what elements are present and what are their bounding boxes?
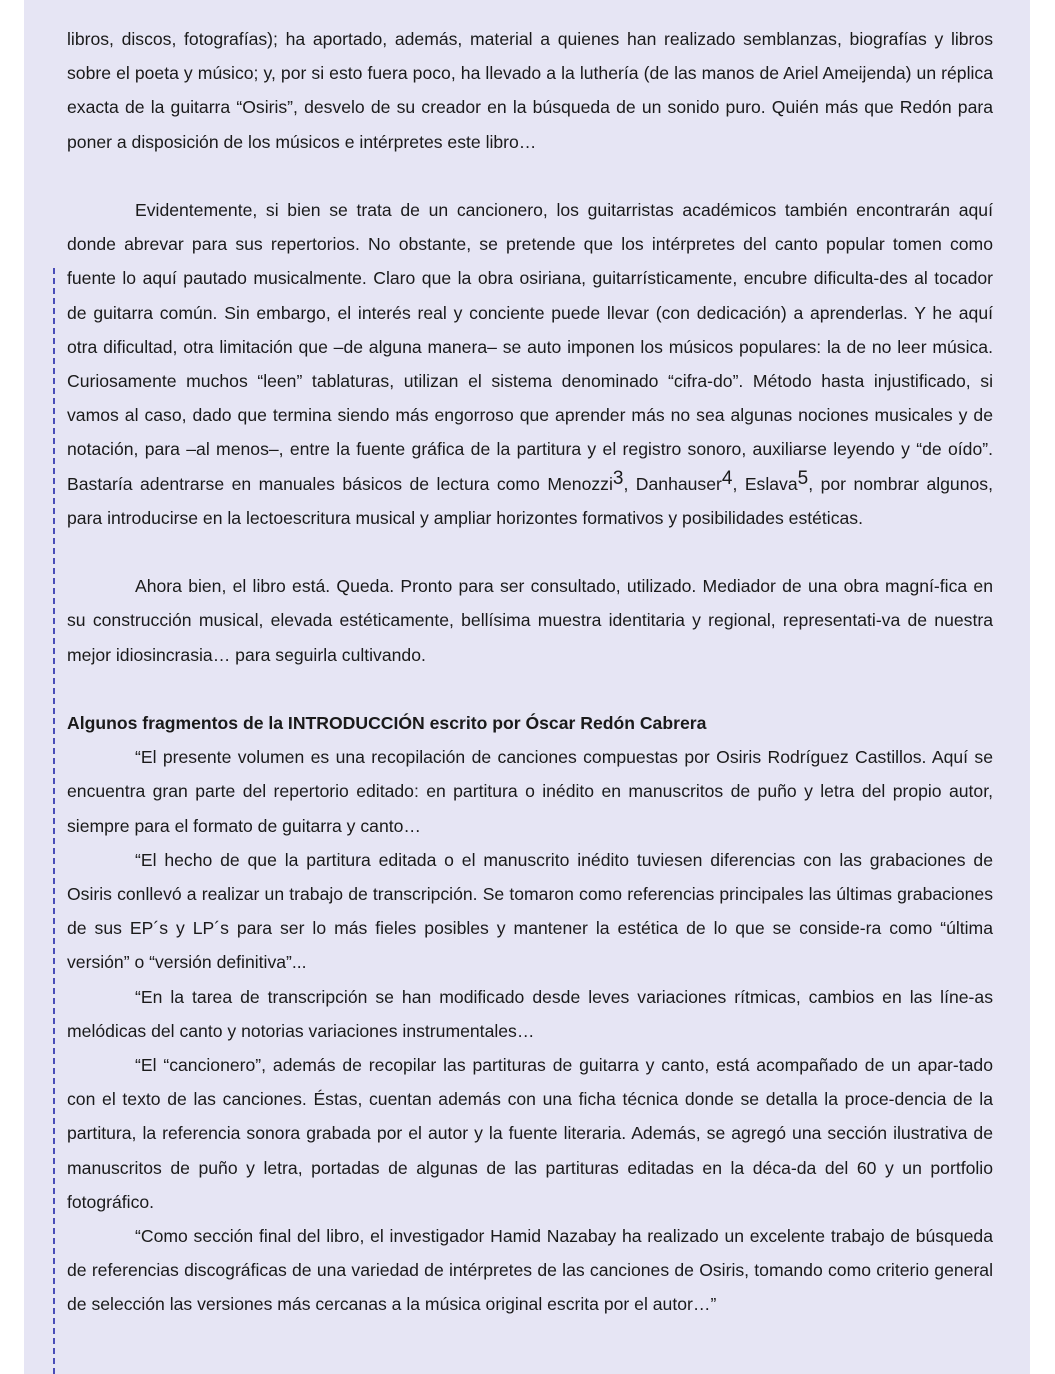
paragraph-libro: Ahora bien, el libro está. Queda. Pronto para ser consultado, utilizado. Mediador de una obra magní-fica en su construcción musical, elevada estéticamente, bellísima muestra identitaria y regional, representati-va de nuestra mejor idiosincrasia… para seguirla cultivando. xyxy=(67,576,993,665)
footnote-ref-5[interactable]: 5 xyxy=(797,467,809,489)
section-heading: Algunos fragmentos de la INTRODUCCIÓN escrito por Óscar Redón Cabrera xyxy=(67,713,707,734)
footnote-ref-4[interactable]: 4 xyxy=(721,467,733,489)
paragraph-cancionero xyxy=(67,193,993,535)
page xyxy=(24,0,1030,1374)
footnote-ref-3[interactable]: 3 xyxy=(612,467,624,489)
paragraph-text: Evidentemente, si bien se trata de un cancionero, los guitarristas académicos también encontrarán aquí donde abrevar para sus repertorios. No obstante, se pretende que los intérpretes del canto popular tomen como fuente lo aquí pautado musicalmente. Claro que la obra osiriana, guitarrísticamente, encubre dificulta-des al tocador de guitarra común. Sin embargo, el interés real y conciente puede llevar (con dedicación) a aprenderlas. Y he aquí otra dificultad, otra limitación que –de alguna manera– se auto imponen los músicos populares: la de no leer música. Curiosamente muchos “leen” tablaturas, utilizan el sistema denominado “cifra-do”. Método hasta injustificado, si vamos al caso, dado que termina siendo más engorroso que aprender más no sea algunas nociones musicales y de notación, para –al menos–, entre la fuente gráfica de la partitura y el registro sonoro, auxiliarse leyendo y “de oído”. Bastaría adentrarse en manuales básicos de lectura como Menozzi xyxy=(67,200,993,494)
paragraph-intro-continuation: libros, discos, fotografías); ha aportado, además, material a quienes han realizado semblanzas, biografías y libros sobre el poeta y músico; y, por si esto fuera poco, ha llevado a la luthería (de las manos de Ariel Ameijenda) un réplica exacta de la guitarra “Osiris”, desvelo de su creador en la búsqueda de un sonido puro. Quién más que Redón para poner a disposición de los músicos e intérpretes este libro… xyxy=(67,29,993,152)
paragraph-gap xyxy=(67,159,993,193)
paragraph-gap xyxy=(67,672,993,706)
paragraph-gap xyxy=(67,535,993,569)
paragraph-text: , Danhauser xyxy=(623,473,722,494)
paragraph-text: , Eslava xyxy=(732,473,798,494)
quote-paragraph-2: “El hecho de que la partitura editada o el manuscrito inédito tuviesen diferencias con las grabaciones de Osiris conllevó a realizar un trabajo de transcripción. Se tomaron como referencias principales las últimas grabaciones de sus EP´s y LP´s para ser lo más fieles posibles y mantener la estética de lo que se conside-ra como “última versión” o “versión definitiva”... xyxy=(67,849,993,973)
quote-paragraph-5: “Como sección final del libro, el investigador Hamid Nazabay ha realizado un excelente trabajo de búsqueda de referencias discográficas de una variedad de intérpretes de las canciones de Osiris, tomando como criterio general de selección las versiones más cercanas a la música original escrita por el autor…” xyxy=(67,1226,993,1315)
quote-paragraph-3: “En la tarea de transcripción se han modificado desde leves variaciones rítmicas, cambios en las líne-as melódicas del canto y notorias variaciones instrumentales… xyxy=(67,986,993,1041)
document-body xyxy=(67,22,993,1322)
dashed-margin-rule xyxy=(53,268,55,1374)
quote-paragraph-1: “El presente volumen es una recopilación de canciones compuestas por Osiris Rodríguez Castillos. Aquí se encuentra gran parte del repertorio editado: en partitura o inédito en manuscritos de puño y letra del propio autor, siempre para el formato de guitarra y canto… xyxy=(67,747,993,836)
quote-paragraph-4: “El “cancionero”, además de recopilar las partituras de guitarra y canto, está acompañado de un apar-tado con el texto de las canciones. Éstas, cuentan además con una ficha técnica donde se detalla la proce-dencia de la partitura, la referencia sonora grabada por el autor y la fuente literaria. Además, se agregó una sección ilustrativa de manuscritos de puño y letra, portadas de algunas de las partituras editadas en la déca-da del 60 y un portfolio fotográfico. xyxy=(67,1055,993,1212)
paragraph-text: , por nombrar algunos, para introducirse en la lectoescritura musical y ampliar horizontes formativos y posibilidades estéticas. xyxy=(67,473,993,528)
